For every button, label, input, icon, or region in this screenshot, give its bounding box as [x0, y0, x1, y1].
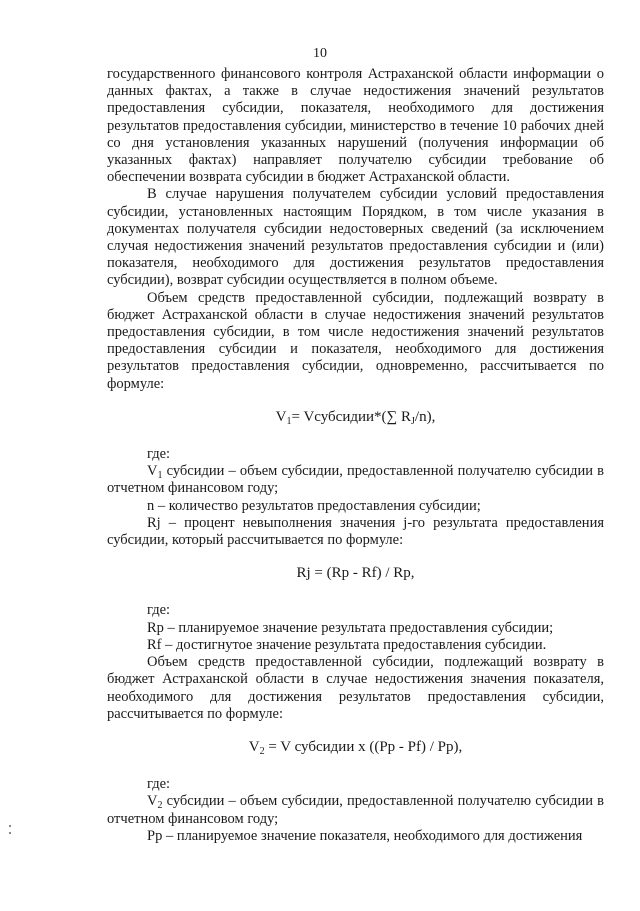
where-label: где: — [147, 602, 171, 619]
page-number: 10 — [313, 46, 327, 61]
definition-v2: $V_2$ субсидии – объем субсидии, предоставленной получателю субсидии в отчетном финансовом году; — [107, 793, 604, 827]
paragraph: Объем средств предоставленной субсидии, подлежащий возврату в бюджет Астраханской области в случае недостижения значения показателя, необходимого для достижения результатов предоставления субсидии, рассчитывается по формуле: — [107, 654, 604, 722]
scan-speck — [9, 832, 11, 834]
formula-v2: $V_2 = V$ субсидии х ((Pp - Pf) / Pp), — [248, 738, 463, 757]
scan-speck — [9, 825, 11, 827]
paragraph: государственного финансового контроля Астраханской области информации о данных фактах, а также в случае недостижения значений результатов предоставления субсидии, показателя, необходимого для достижения результатов предоставления субсидии, министерство в течение 10 рабочих дней со дня установления указанных нарушений (получения информации об указанных фактах) направляет получателю субсидии требование об обеспечении возврата субсидии в бюджет Астраханской области. — [107, 66, 604, 186]
formula-rj: Rj = (Rp - Rf) / Rp, — [296, 565, 415, 582]
formula-v1: $V_1=$ Vсубсидии*(∑ $R_J/n$), — [275, 408, 436, 427]
document-body — [107, 66, 604, 845]
definition-n: n – количество результатов предоставления субсидии; — [147, 497, 481, 514]
definition-rp: Rp – планируемое значение результата предоставления субсидии; — [147, 619, 554, 636]
definition-rj: Rj – процент невыполнения значения j-го результата предоставления субсидии, который рассчитывается по формуле: — [107, 514, 604, 549]
where-label: где: — [147, 776, 171, 793]
paragraph: Объем средств предоставленной субсидии, подлежащий возврату в бюджет Астраханской области в случае недостижения значений результатов предоставления субсидии, в том числе недостижения значений результатов предоставления субсидии и показателя, необходимого для достижения результатов предоставления субсидии, одновременно, рассчитывается по формуле: — [107, 289, 604, 392]
paragraph: В случае нарушения получателем субсидии условий предоставления субсидии, установленных настоящим Порядком, в том числе указания в документах получателя субсидии недостоверных сведений (за исключением случая недостижения значений результатов предоставления субсидии и (или) показателя, необходимого для достижения результатов предоставления субсидии), возврат субсидии осуществляется в полном объеме. — [107, 186, 604, 289]
where-label: где: — [147, 446, 171, 463]
definition-rf: Rf – достигнутое значение результата предоставления субсидии. — [147, 636, 547, 653]
definition-v1: $V_1$ субсидии – объем субсидии, предоставленной получателю субсидии в отчетном финансовом году; — [107, 463, 604, 497]
definition-pp: Pp – планируемое значение показателя, необходимого для достижения — [147, 827, 583, 844]
